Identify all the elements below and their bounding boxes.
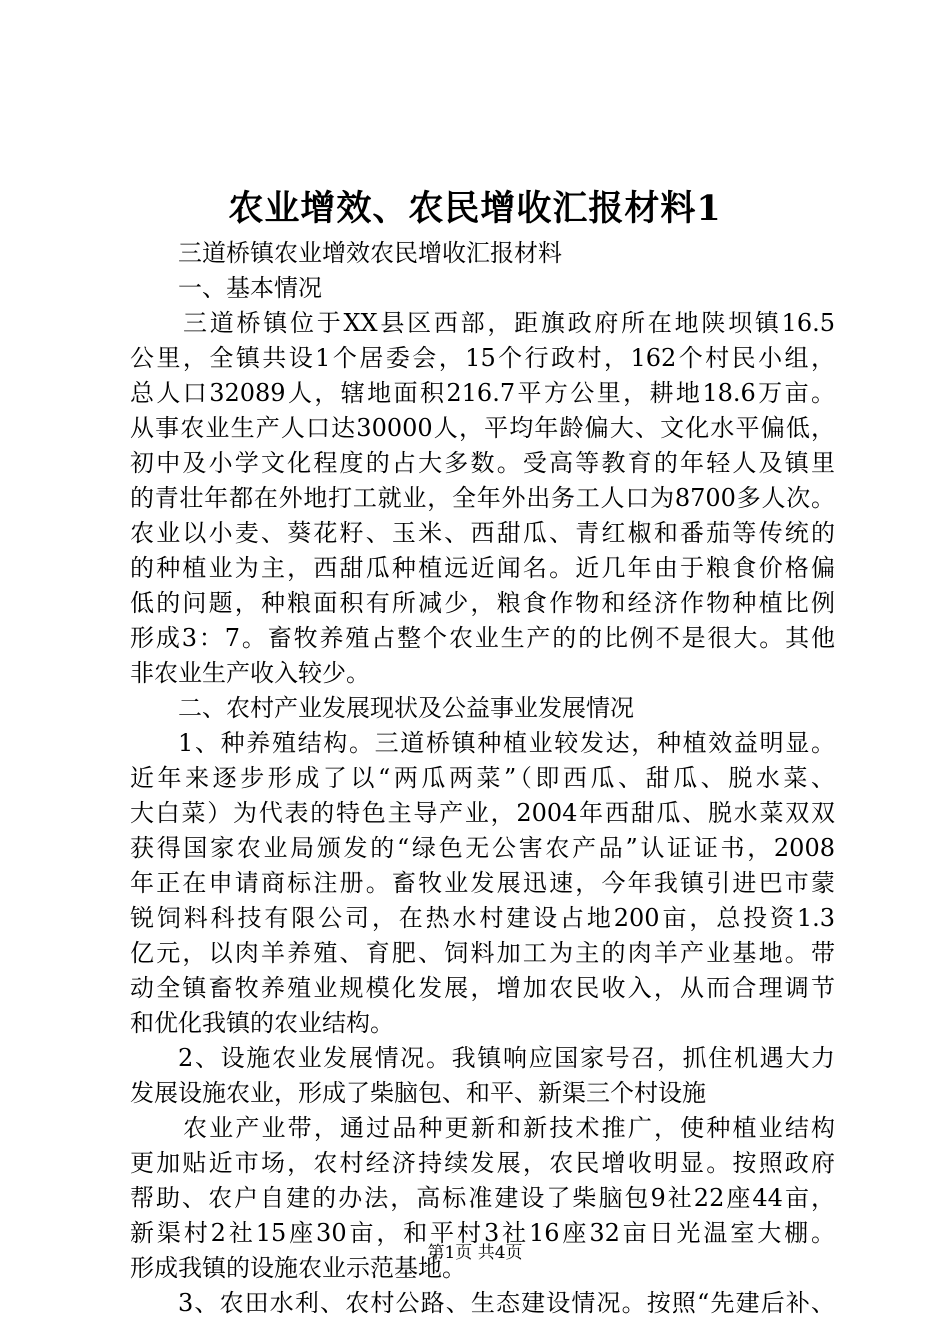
body-line: 年正在申请商标注册。畜牧业发展迅速，今年我镇引进巴市蒙 bbox=[130, 869, 835, 897]
body-line: 低的问题，种粮面积有所减少，粮食作物和经济作物种植比例 bbox=[130, 589, 835, 617]
body-line: 帮助、农户自建的办法，高标准建设了柴脑包9社22座44亩， bbox=[130, 1184, 835, 1212]
body-line: 大白菜）为代表的特色主导产业，2004年西甜瓜、脱水菜双双 bbox=[130, 799, 835, 827]
page-footer: 第1页 共4页 bbox=[427, 1243, 523, 1263]
document-title: 农业增效、农民增收汇报材料1 bbox=[228, 188, 722, 229]
body-line: 形成3：7。畜牧养殖占整个农业生产的的比例不是很大。其他 bbox=[130, 624, 835, 652]
body-line: 动全镇畜牧养殖业规模化发展，增加农民收入，从而合理调节 bbox=[130, 974, 835, 1002]
body-line: 农业以小麦、葵花籽、玉米、西甜瓜、青红椒和番茄等传统的 bbox=[130, 519, 835, 547]
document-body bbox=[130, 236, 835, 1321]
body-line: 非农业生产收入较少。 bbox=[130, 659, 370, 687]
body-line: 农业产业带，通过品种更新和新技术推广，使种植业结构 bbox=[183, 1114, 835, 1142]
body-line: 初中及小学文化程度的占大多数。受高等教育的年轻人及镇里 bbox=[130, 449, 835, 477]
body-line: 新渠村2社15座30亩，和平村3社16座32亩日光温室大棚。 bbox=[130, 1219, 835, 1247]
body-line: 的青壮年都在外地打工就业，全年外出务工人口为8700多人次。 bbox=[130, 484, 835, 512]
body-line: 总人口32089人，辖地面积216.7平方公里，耕地18.6万亩。 bbox=[130, 379, 835, 407]
body-line: 的种植业为主，西甜瓜种植远近闻名。近几年由于粮食价格偏 bbox=[130, 554, 835, 582]
body-line: 3、农田水利、农村公路、生态建设情况。按照“先建后补、 bbox=[178, 1289, 835, 1317]
body-line: 三道桥镇农业增效农民增收汇报材料 bbox=[178, 239, 562, 267]
body-line: 获得国家农业局颁发的“绿色无公害农产品”认证证书，2008 bbox=[130, 834, 835, 862]
body-line: 近年来逐步形成了以“两瓜两菜”（即西瓜、甜瓜、脱水菜、 bbox=[130, 764, 835, 792]
body-line: 锐饲料科技有限公司，在热水村建设占地200亩，总投资1.3 bbox=[130, 904, 835, 932]
body-line: 亿元，以肉羊养殖、育肥、饲料加工为主的肉羊产业基地。带 bbox=[130, 939, 835, 967]
body-line: 一、基本情况 bbox=[178, 274, 322, 302]
body-line: 更加贴近市场，农村经济持续发展，农民增收明显。按照政府 bbox=[130, 1149, 835, 1177]
body-line: 公里，全镇共设1个居委会，15个行政村，162个村民小组， bbox=[130, 344, 835, 372]
body-line: 三道桥镇位于XX县区西部，距旗政府所在地陕坝镇16.5 bbox=[183, 309, 835, 337]
body-line: 1、种养殖结构。三道桥镇种植业较发达，种植效益明显。 bbox=[178, 729, 835, 757]
body-line: 二、农村产业发展现状及公益事业发展情况 bbox=[178, 694, 634, 722]
body-line: 发展设施农业，形成了柴脑包、和平、新渠三个村设施 bbox=[130, 1079, 706, 1107]
body-line: 和优化我镇的农业结构。 bbox=[130, 1009, 394, 1037]
body-line: 形成我镇的设施农业示范基地。 bbox=[130, 1254, 466, 1282]
body-line: 从事农业生产人口达30000人，平均年龄偏大、文化水平偏低， bbox=[130, 414, 835, 442]
body-line: 2、设施农业发展情况。我镇响应国家号召，抓住机遇大力 bbox=[178, 1044, 835, 1072]
